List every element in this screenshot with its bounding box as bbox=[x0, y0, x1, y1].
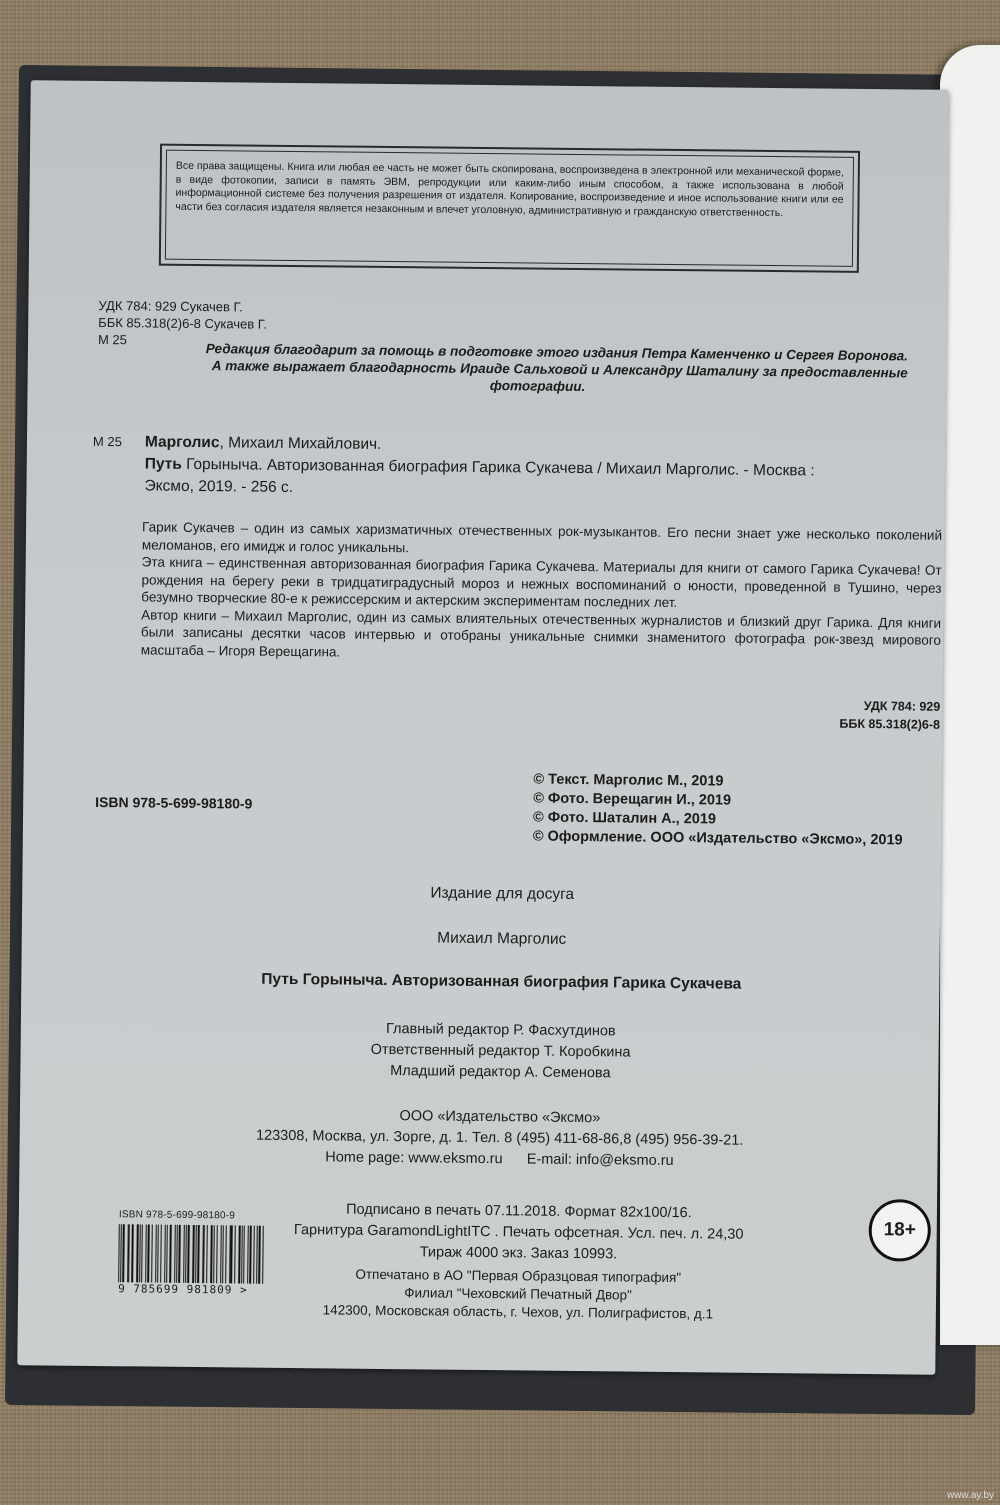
barcode-bar bbox=[198, 1225, 200, 1283]
responsible-editor: Ответственный редактор Т. Коробкина bbox=[370, 1041, 631, 1061]
rights-notice-text: Все права защищены. Книга или любая ее часть не может быть скопирована, воспроизведена в электронной или механической форме, в виде фотокопии, записи в память ЭВМ, репродукции или каким-либо иным способом, а также использована в любой информационной системе без получения разрешения от издателя. Копирование, воспроизведение и иное использование книги или ее части без согласия издателя является незаконным и влечет уголовную, административную и гражданскую ответственность. bbox=[175, 159, 844, 219]
barcode-bar bbox=[169, 1225, 172, 1283]
bibliographic-publisher-line: Эксмо, 2019. - 256 с. bbox=[144, 477, 294, 496]
barcode-bar bbox=[152, 1225, 153, 1283]
acknowledgement-line-1: Редакция благодарит за помощь в подготовке этого издания Петра Каменченко и Сергея Воронова. bbox=[205, 341, 908, 364]
author-mark: М 25 bbox=[97, 331, 128, 348]
author-surname: Марголис bbox=[144, 433, 220, 452]
barcode-bar bbox=[157, 1225, 158, 1283]
barcode-bar bbox=[179, 1225, 181, 1283]
printed-at: Отпечатано в АО "Первая Образцовая типография" bbox=[355, 1266, 682, 1286]
printing-branch-address: 142300, Московская область, г. Чехов, ул. Полиграфистов, д.1 bbox=[322, 1302, 714, 1322]
author-given-names: , Михаил Михайлович. bbox=[219, 434, 382, 453]
imprint-title: Путь Горыныча. Авторизованная биография Гарика Сукачева bbox=[261, 970, 742, 993]
publisher-address: 123308, Москва, ул. Зорге, д. 1. Тел. 8 (495) 411-68-86,8 (495) 956-39-21. bbox=[255, 1127, 744, 1149]
barcode-bar bbox=[123, 1224, 125, 1282]
publisher-contacts: Home page: www.eksmo.ru E-mail: info@eksmo.ru bbox=[325, 1149, 674, 1170]
barcode-bar bbox=[241, 1225, 242, 1283]
barcode-bar bbox=[139, 1224, 140, 1282]
chief-editor: Главный редактор Р. Фасхутдинов bbox=[385, 1021, 616, 1040]
acknowledgement-line-3: фотографии. bbox=[489, 378, 586, 395]
print-run: Тираж 4000 экз. Заказ 10993. bbox=[419, 1244, 618, 1263]
barcode-bar bbox=[213, 1225, 215, 1283]
udk-index: УДК 784: 929 bbox=[863, 698, 941, 714]
acknowledgement-line-2: А также выражает благодарность Ираиде Сальховой и Александру Шаталину за предоставленные bbox=[211, 358, 908, 381]
annotation-paragraph-3: Автор книги – Михаил Марголис, один из самых влиятельных отечественных журналистов и близкий друг Гарика. Для книги были записаны десятки часов интервью и отобраны уникальные снимки знаменитого фотографа рок-звезд мирового масштаба – Игоря Верещагина. bbox=[140, 606, 942, 660]
acknowledgements bbox=[88, 339, 908, 399]
barcode-bar bbox=[195, 1225, 196, 1283]
copyright-text: © Текст. Марголис М., 2019 bbox=[533, 771, 724, 790]
barcode-bar bbox=[225, 1225, 226, 1283]
adjacent-page bbox=[940, 45, 1000, 1345]
age-rating: 18+ bbox=[883, 1219, 916, 1241]
isbn: ISBN 978-5-699-98180-9 bbox=[95, 793, 253, 812]
annotation-paragraph-2: Эта книга – единственная авторизованная биография Гарика Сукачева. Материалы для книги от самого Гарика Сукачева! От рождения на берегу реки в тридцатиградусный мороз и нежных воспоминаний о юности, проведенной в Тушино, через безумно творческие 80-е к режиссерским и актерским экспериментам последних лет. bbox=[141, 554, 942, 611]
barcode-bar bbox=[231, 1225, 233, 1283]
barcode-bar bbox=[204, 1225, 205, 1283]
annotation-paragraph-1: Гарик Сукачев – один из самых харизматичных отечественных рок-музыкантов. Его песни знает уже несколько поколений меломанов, его имидж и голос уникальны. bbox=[141, 519, 943, 555]
barcode-bar bbox=[120, 1224, 121, 1282]
udk-line: УДК 784: 929 Сукачев Г. bbox=[98, 297, 243, 315]
barcode-bar bbox=[234, 1225, 235, 1283]
bbk-line: ББК 85.318(2)6-8 Сукачев Г. bbox=[98, 314, 267, 332]
bbk-index: ББК 85.318(2)6-8 bbox=[839, 716, 941, 732]
barcode-bar bbox=[243, 1226, 244, 1284]
barcode-bar bbox=[141, 1224, 142, 1282]
editors-block bbox=[220, 1017, 781, 1086]
rights-notice-box bbox=[159, 144, 860, 273]
junior-editor: Младший редактор А. Семенова bbox=[390, 1063, 611, 1082]
classification-indexes bbox=[724, 696, 940, 734]
barcode-bar bbox=[216, 1225, 217, 1283]
copyright-block bbox=[533, 771, 904, 851]
publisher-name: ООО «Издательство «Эксмо» bbox=[399, 1108, 601, 1127]
barcode-bar bbox=[258, 1226, 261, 1284]
imprint-author: Михаил Марголис bbox=[437, 929, 567, 948]
bibliographic-code: М 25 bbox=[92, 433, 122, 450]
barcode-bar bbox=[166, 1225, 167, 1283]
barcode-bar bbox=[250, 1226, 252, 1284]
imprint-page bbox=[17, 80, 948, 1375]
printing-branch: Филиал "Чеховский Печатный Двор" bbox=[404, 1285, 632, 1303]
signed-for-print: Подписано в печать 07.11.2018. Формат 82х100/16. bbox=[346, 1201, 692, 1222]
barcode-bar bbox=[160, 1225, 162, 1283]
barcode-bar bbox=[131, 1224, 134, 1282]
title-first-word: Путь bbox=[144, 455, 182, 473]
barcode-digits: 9 785699 981809 > bbox=[118, 1282, 248, 1297]
barcode-bar bbox=[253, 1226, 254, 1284]
copyright-design: © Оформление. ООО «Издательство «Эксмо», 2019 bbox=[532, 828, 903, 849]
barcode-isbn: ISBN 978-5-699-98180-9 bbox=[118, 1209, 236, 1222]
bibliographic-record bbox=[92, 431, 913, 506]
barcode-bar bbox=[262, 1226, 263, 1284]
edition-type: Издание для досуга bbox=[430, 884, 575, 903]
watermark: www.ay.by bbox=[946, 1490, 994, 1501]
barcode bbox=[118, 1209, 267, 1297]
print-details bbox=[238, 1198, 799, 1267]
printing-house bbox=[238, 1264, 799, 1324]
barcode-bar bbox=[206, 1225, 207, 1283]
typeface-line: Гарнитура GaramondLightITC . Печать офсетная. Усл. печ. л. 24,30 bbox=[293, 1222, 744, 1243]
publisher-block bbox=[159, 1104, 840, 1174]
annotation bbox=[141, 518, 942, 666]
barcode-bar bbox=[176, 1225, 177, 1283]
copyright-photo-1: © Фото. Верещагин И., 2019 bbox=[533, 790, 732, 809]
barcode-bars bbox=[118, 1224, 267, 1284]
barcode-bar bbox=[129, 1224, 130, 1282]
age-rating-badge bbox=[868, 1199, 931, 1262]
barcode-bar bbox=[185, 1225, 186, 1283]
barcode-bar bbox=[187, 1225, 189, 1283]
title-rest: Горыныча. Авторизованная биография Гарика Сукачева / Михаил Марголис. - Москва : bbox=[181, 455, 815, 480]
barcode-bar bbox=[222, 1225, 224, 1283]
copyright-photo-2: © Фото. Шаталин А., 2019 bbox=[532, 809, 717, 828]
barcode-bar bbox=[148, 1225, 151, 1283]
